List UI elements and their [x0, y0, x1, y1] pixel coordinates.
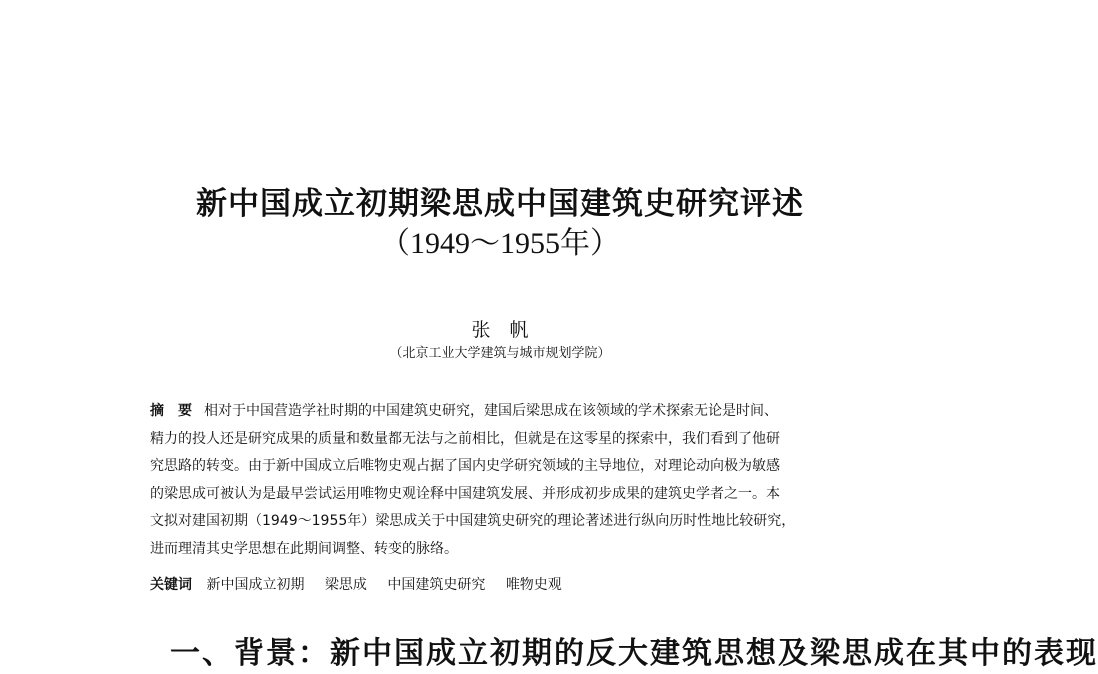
- keyword: 中国建筑史研究: [387, 577, 486, 593]
- abstract-line: [150, 398, 850, 426]
- abstract-line: 精力的投人还是研究成果的质量和数量都无法与之前相比，但就是在这零星的探索中，我们看到了他研: [150, 430, 780, 447]
- keyword: 梁思成: [324, 577, 367, 593]
- abstract-line: 文拟对建国初期（1949～1955年）梁思成关于中国建筑史研究的理论著述进行纵向历时性地比较研究，: [150, 513, 796, 529]
- keyword: 新中国成立初期: [206, 577, 305, 593]
- abstract-text: 相对于中国营造学社时期的中国建筑史研究，建国后梁思成在该领域的学术探索无论是时间、: [204, 403, 778, 419]
- abstract-line: 进而理清其史学思想在此期间调整、转变的脉络。: [150, 540, 458, 557]
- abstract-label: 摘 要: [150, 403, 192, 419]
- paper-title: 新中国成立初期梁思成中国建筑史研究评述: [196, 186, 804, 222]
- author-affiliation: （北京工业大学建筑与城市规划学院）: [389, 346, 611, 361]
- author-name: 张 帆: [471, 319, 529, 341]
- abstract-line: 究思路的转变。由于新中国成立后唯物史观占据了国内史学研究领域的主导地位，对理论动向极为敏感: [150, 458, 780, 474]
- section-heading-partial: 一、背景：新中国成立初期的反大建筑思想及梁思成在其中的表现: [170, 636, 1098, 671]
- keywords-label: 关键词: [150, 577, 192, 593]
- abstract-block: [150, 398, 850, 563]
- keywords-block: [150, 572, 850, 598]
- paper-subtitle: （1949～1955年）: [380, 227, 620, 260]
- abstract-line: 的梁思成可被认为是最早尝试运用唯物史观诠释中国建筑发展、并形成初步成果的建筑史学者之一。本: [150, 485, 780, 502]
- keyword: 唯物史观: [505, 577, 562, 593]
